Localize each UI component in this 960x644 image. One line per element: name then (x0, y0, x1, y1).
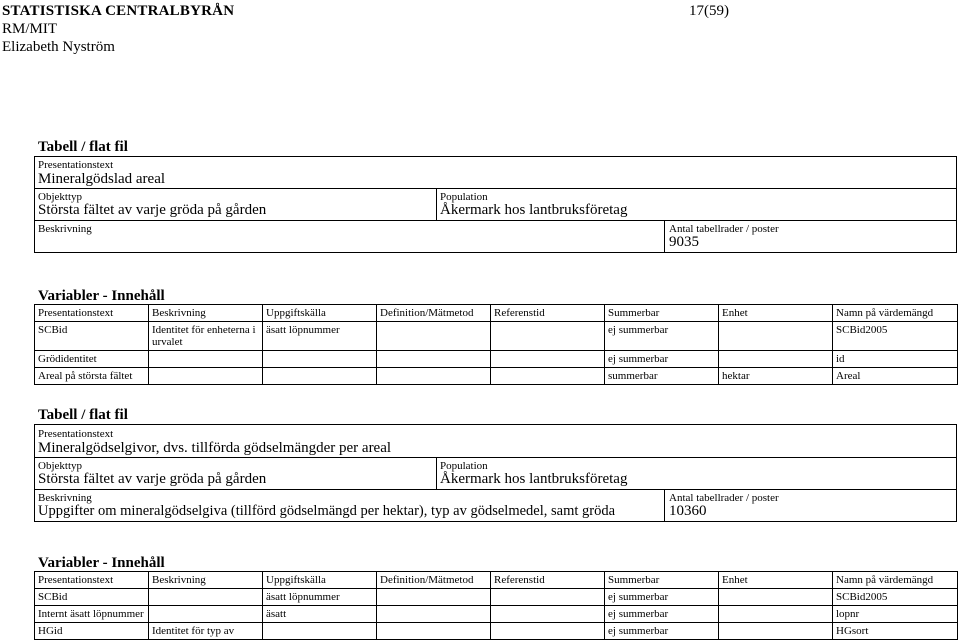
column-header: Enhet (719, 572, 833, 589)
column-header: Beskrivning (149, 305, 263, 322)
table-cell (149, 368, 263, 385)
table-cell: äsatt löpnummer (263, 589, 377, 606)
table-cell: lopnr (833, 606, 958, 623)
column-header: Definition/Mätmetod (377, 572, 491, 589)
object-type-value: Största fältet av varje gröda på gården (38, 471, 267, 487)
table-cell (377, 623, 491, 640)
column-header: Summerbar (605, 305, 719, 322)
table-cell: äsatt (263, 606, 377, 623)
table-cell (377, 351, 491, 368)
table-cell: ej summerbar (605, 322, 719, 351)
object-type-label: Objekttyp (38, 460, 82, 472)
table-cell: Grödidentitet (35, 351, 149, 368)
variables-2-title: Variabler - Innehåll (38, 555, 165, 571)
presentation-label: Presentationstext (38, 428, 114, 440)
table-1-box (34, 156, 957, 253)
object-type-value: Största fältet av varje gröda på gården (38, 202, 267, 218)
table-row (35, 623, 958, 640)
table-cell (719, 322, 833, 351)
variables-1-table (34, 304, 958, 385)
row-count-value: 10360 (669, 503, 707, 519)
population-value: Åkermark hos lantbruksföretag (440, 202, 628, 218)
table-cell (491, 589, 605, 606)
column-header: Namn på värdemängd (833, 572, 958, 589)
table-2-title: Tabell / flat fil (38, 407, 128, 423)
department: RM/MIT (2, 21, 58, 37)
author-name: Elizabeth Nyström (2, 39, 115, 55)
table-cell: SCBid2005 (833, 589, 958, 606)
row-count-label: Antal tabellrader / poster (669, 223, 779, 235)
table-cell (377, 368, 491, 385)
table-cell: ej summerbar (605, 606, 719, 623)
table-cell (263, 623, 377, 640)
table-cell: ej summerbar (605, 623, 719, 640)
table-row (35, 351, 958, 368)
population-label: Population (440, 460, 488, 472)
variables-1-title: Variabler - Innehåll (38, 288, 165, 304)
table-1-presentation-row (35, 157, 956, 189)
table-cell: Internt äsatt löpnummer (35, 606, 149, 623)
table-2-object-row (35, 458, 956, 490)
column-header: Definition/Mätmetod (377, 305, 491, 322)
table-cell: äsatt löpnummer (263, 322, 377, 351)
row-count-label: Antal tabellrader / poster (669, 492, 779, 504)
table-cell: Identitet för enheterna i urvalet (149, 322, 263, 351)
description-label: Beskrivning (38, 492, 92, 504)
description-label: Beskrivning (38, 223, 92, 235)
table-1-title: Tabell / flat fil (38, 139, 128, 155)
table-row (35, 368, 958, 385)
variables-2-table (34, 571, 958, 640)
table-cell: Areal på största fältet (35, 368, 149, 385)
column-header: Referenstid (491, 572, 605, 589)
table-row (35, 606, 958, 623)
table-cell (149, 589, 263, 606)
table-cell (491, 351, 605, 368)
column-header: Summerbar (605, 572, 719, 589)
table-cell: SCBid (35, 589, 149, 606)
table-cell (149, 606, 263, 623)
table-cell: ej summerbar (605, 589, 719, 606)
table-cell (719, 623, 833, 640)
page-header (2, 2, 234, 56)
table-cell (719, 589, 833, 606)
presentation-value: Mineralgödslad areal (38, 171, 166, 187)
column-header: Uppgiftskälla (263, 305, 377, 322)
object-type-label: Objekttyp (38, 191, 82, 203)
table-cell: ej summerbar (605, 351, 719, 368)
header-row (35, 572, 958, 589)
page-number: 17(59) (689, 3, 729, 19)
table-2-box (34, 424, 957, 522)
table-cell (263, 351, 377, 368)
table-cell (377, 322, 491, 351)
population-value: Åkermark hos lantbruksföretag (440, 471, 628, 487)
table-cell: HGid (35, 623, 149, 640)
column-header: Presentationstext (35, 305, 149, 322)
column-divider (664, 221, 665, 252)
table-cell: Identitet för typ av (149, 623, 263, 640)
presentation-label: Presentationstext (38, 159, 114, 171)
table-cell: SCBid2005 (833, 322, 958, 351)
table-cell (377, 606, 491, 623)
table-cell (263, 368, 377, 385)
table-cell (377, 589, 491, 606)
column-header: Referenstid (491, 305, 605, 322)
table-cell: HGsort (833, 623, 958, 640)
table-2-description-row (35, 490, 956, 521)
description-value: Uppgifter om mineralgödselgiva (tillförd gödselmängd per hektar), typ av gödselmedel, samt gröda (38, 503, 616, 519)
table-cell: id (833, 351, 958, 368)
column-header: Presentationstext (35, 572, 149, 589)
table-cell (719, 351, 833, 368)
table-cell (491, 623, 605, 640)
column-divider (436, 189, 437, 220)
table-cell: Areal (833, 368, 958, 385)
table-1-object-row (35, 189, 956, 221)
table-cell: summerbar (605, 368, 719, 385)
table-cell (491, 368, 605, 385)
table-1-description-row (35, 221, 956, 252)
column-divider (436, 458, 437, 489)
table-cell: SCBid (35, 322, 149, 351)
table-2-presentation-row (35, 425, 956, 458)
population-label: Population (440, 191, 488, 203)
header-row (35, 305, 958, 322)
column-header: Beskrivning (149, 572, 263, 589)
table-cell (719, 606, 833, 623)
column-header: Enhet (719, 305, 833, 322)
table-cell (149, 351, 263, 368)
table-cell (491, 322, 605, 351)
table-row (35, 322, 958, 351)
column-header: Uppgiftskälla (263, 572, 377, 589)
row-count-value: 9035 (669, 234, 699, 250)
presentation-value: Mineralgödselgivor, dvs. tillförda gödselmängder per areal (38, 440, 392, 456)
table-row (35, 589, 958, 606)
column-divider (664, 490, 665, 521)
organization-name: STATISTISKA CENTRALBYRÅN (2, 3, 235, 19)
table-cell (491, 606, 605, 623)
column-header: Namn på värdemängd (833, 305, 958, 322)
table-cell: hektar (719, 368, 833, 385)
